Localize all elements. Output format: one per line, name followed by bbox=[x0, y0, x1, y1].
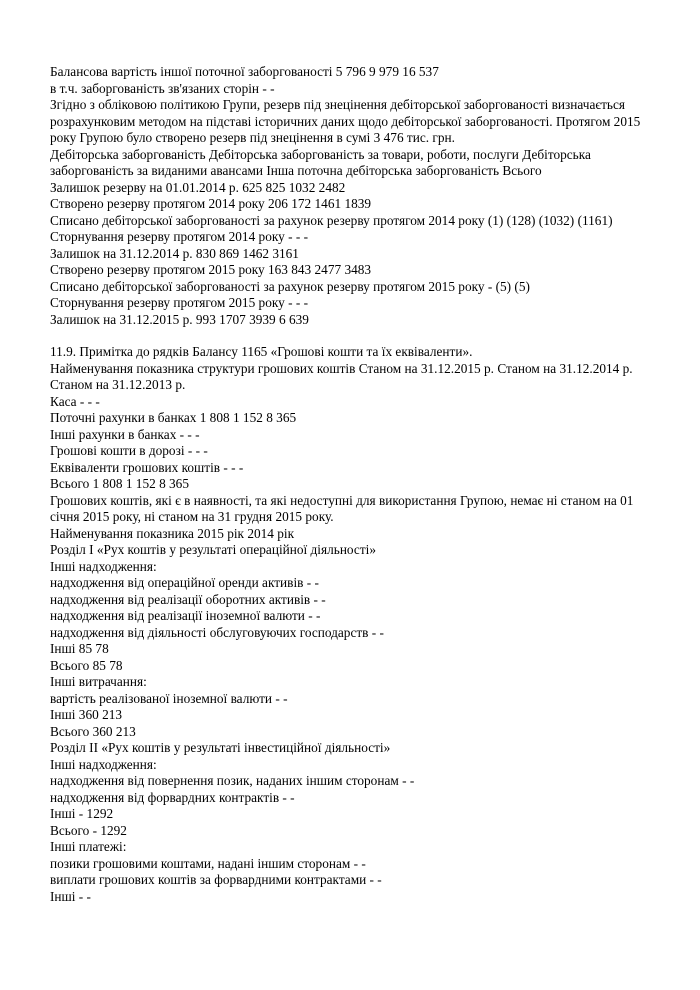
text-line: Розділ ІІ «Рух коштів у результаті інвестиційної діяльності» bbox=[50, 740, 391, 755]
text-line: Інші - 1292 bbox=[50, 806, 114, 821]
text-line: виплати грошових коштів за форвардними контрактами - - bbox=[50, 872, 382, 887]
text-line: Еквіваленти грошових коштів - - - bbox=[50, 459, 244, 475]
text-line: Інші 85 78 bbox=[50, 641, 109, 656]
text-line: Найменування показника структури грошових коштів Станом на 31.12.2015 р. Станом на 31.12.2014 р. Станом на 31.12.2013 р. bbox=[50, 360, 633, 392]
text-line: позики грошовими коштами, надані іншим сторонам - - bbox=[50, 855, 366, 871]
text-line: Залишок на 31.12.2014 р. 830 869 1462 3161 bbox=[50, 245, 299, 261]
text-line: 11.9. Примітка до рядків Балансу 1165 «Грошові кошти та їх еквіваленти». bbox=[50, 344, 473, 359]
text-line: Створено резерву протягом 2015 року 163 843 2477 3483 bbox=[50, 262, 372, 277]
text-line: надходження від реалізації оборотних активів - - bbox=[50, 591, 326, 607]
text-line: Залишок на 31.12.2015 р. 993 1707 3939 6 639 bbox=[50, 311, 309, 327]
text-line: Каса - - - bbox=[50, 393, 100, 409]
text-line: Інші 360 213 bbox=[50, 707, 123, 722]
text-line: надходження від діяльності обслуговуючих господарств - - bbox=[50, 624, 384, 640]
text-line: Грошових коштів, які є в наявності, та які недоступні для використання Групою, немає ні станом на 01 січня 2015 року, ні станом на 31 грудня 2015 року. bbox=[50, 492, 634, 524]
text-line: в т.ч. заборгованість зв'язаних сторін - - bbox=[50, 80, 275, 96]
text-line: Всього 1 808 1 152 8 365 bbox=[50, 476, 189, 491]
text-line: Сторнування резерву протягом 2014 року - - - bbox=[50, 229, 309, 244]
text-line: Списано дебіторської заборгованості за рахунок резерву протягом 2014 року (1) (128) (1032) (1161) bbox=[50, 212, 613, 228]
text-line: Інші надходження: bbox=[50, 756, 157, 772]
receivables-section bbox=[50, 64, 660, 328]
text-line: надходження від операційної оренди активів - - bbox=[50, 575, 319, 590]
text-line: Створено резерву протягом 2014 року 206 172 1461 1839 bbox=[50, 196, 372, 211]
text-line: Всього - 1292 bbox=[50, 822, 127, 838]
text-line: Згідно з обліковою політикою Групи, резерв під знецінення дебіторської заборгованості визначається розрахунковим методом на підставі історичних даних щодо дебіторської заборгованості. Протягом 2015 року Групою було створено резерв під знецінення в сумі 3 476 тис. грн. bbox=[50, 97, 641, 145]
text-line: надходження від форвардних контрактів - - bbox=[50, 789, 295, 805]
text-line: Списано дебіторської заборгованості за рахунок резерву протягом 2015 року - (5) (5) bbox=[50, 278, 530, 294]
text-line: надходження від реалізації іноземної валюти - - bbox=[50, 608, 321, 623]
text-line: Грошові кошти в дорозі - - - bbox=[50, 443, 208, 458]
text-line: Розділ І «Рух коштів у результаті операційної діяльності» bbox=[50, 542, 376, 557]
cash-section bbox=[50, 344, 660, 905]
text-line: Інші - - bbox=[50, 888, 91, 904]
text-line: Балансова вартість іншої поточної заборгованості 5 796 9 979 16 537 bbox=[50, 64, 439, 79]
text-line: Всього 360 213 bbox=[50, 723, 136, 739]
section-gap bbox=[50, 328, 660, 344]
text-line: Дебіторська заборгованість Дебіторська заборгованість за товари, роботи, послуги Дебіторська заборгованість за виданими авансами Інша поточна дебіторська заборгованість Всього bbox=[50, 146, 591, 178]
text-line: Найменування показника 2015 рік 2014 рік bbox=[50, 525, 295, 541]
text-line: Інші витрачання: bbox=[50, 674, 147, 689]
text-line: надходження від повернення позик, наданих іншим сторонам - - bbox=[50, 773, 415, 788]
text-line: Інші рахунки в банках - - - bbox=[50, 426, 200, 442]
text-line: Поточні рахунки в банках 1 808 1 152 8 365 bbox=[50, 410, 297, 425]
text-line: Всього 85 78 bbox=[50, 657, 123, 673]
text-line: вартість реалізованої іноземної валюти - - bbox=[50, 690, 288, 706]
text-line: Залишок резерву на 01.01.2014 р. 625 825 1032 2482 bbox=[50, 179, 346, 195]
text-line: Сторнування резерву протягом 2015 року - - - bbox=[50, 295, 309, 310]
text-line: Інші надходження: bbox=[50, 558, 157, 574]
text-line: Інші платежі: bbox=[50, 839, 127, 854]
